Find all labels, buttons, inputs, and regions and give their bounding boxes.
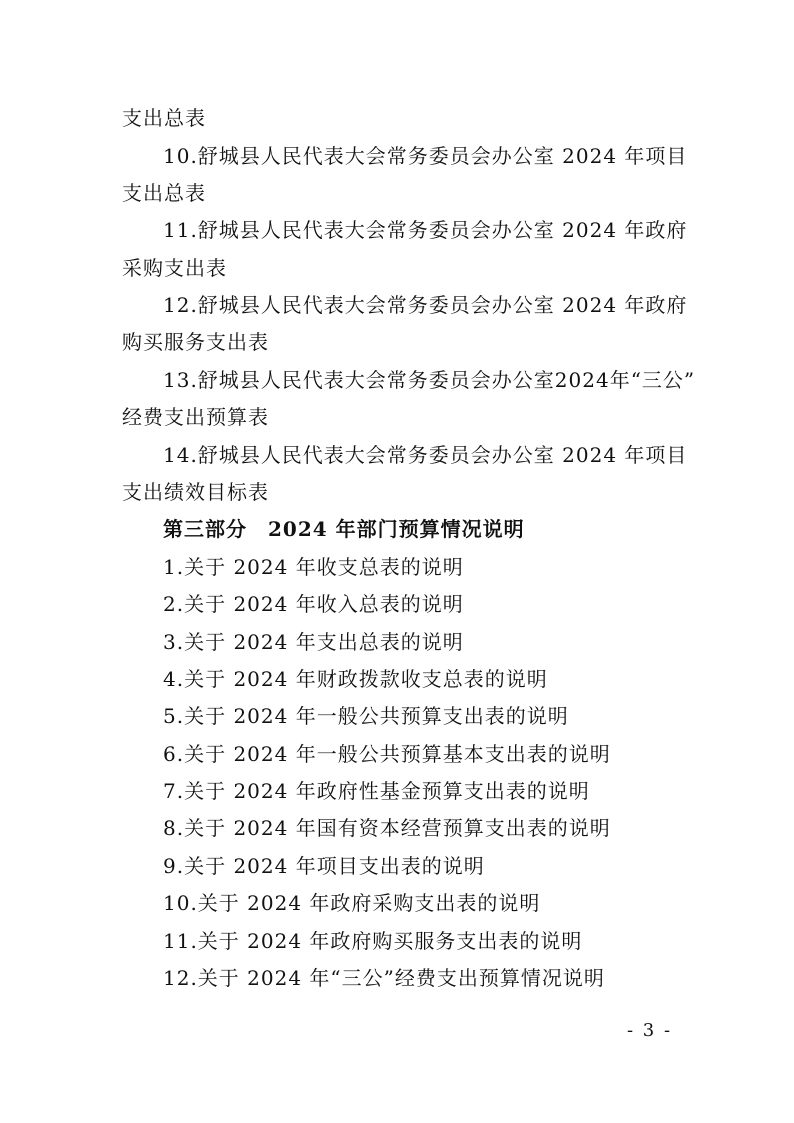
toc-line-continuation-10: 支出总表 bbox=[122, 181, 206, 205]
toc-line-continuation-9: 支出总表 bbox=[122, 106, 206, 130]
toc-line-item-12: 12.舒城县人民代表大会常务委员会办公室 2024 年政府 bbox=[163, 293, 688, 317]
section-item-3: 3.关于 2024 年支出总表的说明 bbox=[163, 630, 464, 654]
section-item-12: 12.关于 2024 年“三公”经费支出预算情况说明 bbox=[163, 966, 605, 990]
toc-line-continuation-11: 采购支出表 bbox=[122, 256, 227, 280]
section-heading: 第三部分 2024 年部门预算情况说明 bbox=[163, 517, 525, 541]
section-item-4: 4.关于 2024 年财政拨款收支总表的说明 bbox=[163, 667, 548, 691]
section-item-11: 11.关于 2024 年政府购买服务支出表的说明 bbox=[163, 929, 583, 953]
toc-line-item-11: 11.舒城县人民代表大会常务委员会办公室 2024 年政府 bbox=[163, 218, 688, 242]
section-item-6: 6.关于 2024 年一般公共预算基本支出表的说明 bbox=[163, 742, 611, 766]
toc-line-item-13: 13.舒城县人民代表大会常务委员会办公室2024年“三公” bbox=[163, 368, 696, 392]
section-item-2: 2.关于 2024 年收入总表的说明 bbox=[163, 592, 464, 616]
page-number: - 3 - bbox=[627, 1020, 673, 1041]
section-item-9: 9.关于 2024 年项目支出表的说明 bbox=[163, 854, 485, 878]
section-item-1: 1.关于 2024 年收支总表的说明 bbox=[163, 555, 464, 579]
toc-line-continuation-14: 支出绩效目标表 bbox=[122, 480, 269, 504]
section-item-7: 7.关于 2024 年政府性基金预算支出表的说明 bbox=[163, 779, 590, 803]
section-item-5: 5.关于 2024 年一般公共预算支出表的说明 bbox=[163, 704, 569, 728]
section-item-8: 8.关于 2024 年国有资本经营预算支出表的说明 bbox=[163, 816, 611, 840]
toc-line-item-14: 14.舒城县人民代表大会常务委员会办公室 2024 年项目 bbox=[163, 443, 688, 467]
toc-line-item-10: 10.舒城县人民代表大会常务委员会办公室 2024 年项目 bbox=[163, 144, 688, 168]
toc-line-continuation-12: 购买服务支出表 bbox=[122, 330, 269, 354]
section-item-10: 10.关于 2024 年政府采购支出表的说明 bbox=[163, 891, 541, 915]
toc-line-continuation-13: 经费支出预算表 bbox=[122, 405, 269, 429]
